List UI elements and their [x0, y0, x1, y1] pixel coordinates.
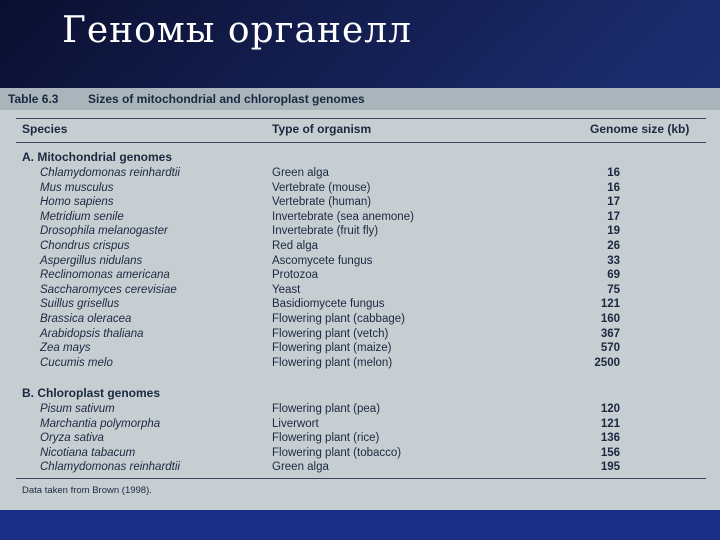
section-a-title: A. Mitochondrial genomes — [22, 150, 173, 164]
species-cell: Arabidopsis thaliana — [40, 327, 144, 340]
species-cell: Chlamydomonas reinhardtii — [40, 167, 180, 179]
header-species: Species — [22, 122, 68, 136]
type-cell: Flowering plant (pea) — [272, 403, 381, 415]
type-cell: Yeast — [272, 283, 301, 296]
footnote: Data taken from Brown (1998). — [22, 485, 152, 496]
species-cell: Zea mays — [40, 342, 91, 355]
species-cell: Aspergillus nidulans — [40, 254, 143, 267]
size-cell: 156 — [600, 446, 620, 459]
species-cell: Homo sapiens — [40, 196, 114, 209]
size-cell: 69 — [607, 269, 620, 282]
size-cell: 75 — [607, 283, 620, 296]
type-cell: Flowering plant (tobacco) — [272, 446, 402, 459]
species-cell: Suillus grisellus — [40, 298, 120, 311]
bottom-rule — [16, 478, 706, 479]
size-cell: 33 — [607, 254, 620, 267]
size-cell: 136 — [600, 432, 620, 445]
size-cell: 2500 — [594, 356, 620, 369]
type-cell: Green alga — [272, 461, 329, 474]
type-cell: Basidiomycete fungus — [272, 298, 385, 311]
type-cell: Red alga — [272, 240, 319, 252]
bottom-band — [0, 510, 720, 540]
species-cell: Drosophila melanogaster — [40, 225, 168, 238]
size-cell: 120 — [600, 403, 620, 415]
size-cell: 16 — [607, 167, 620, 179]
size-cell: 121 — [600, 298, 620, 311]
species-cell: Cucumis melo — [40, 356, 113, 369]
top-rule — [16, 118, 706, 119]
type-cell: Protozoa — [272, 269, 319, 282]
species-cell: Chlamydomonas reinhardtii — [40, 461, 180, 474]
size-cell: 17 — [607, 210, 620, 223]
type-cell: Flowering plant (maize) — [272, 342, 392, 355]
slide-title: Геномы органелл — [62, 10, 412, 51]
type-cell: Ascomycete fungus — [272, 254, 373, 267]
section-b-title: B. Chloroplast genomes — [22, 386, 161, 400]
species-cell: Chondrus crispus — [40, 240, 130, 252]
type-cell: Vertebrate (human) — [272, 196, 372, 209]
size-cell: 121 — [600, 417, 620, 430]
species-cell: Saccharomyces cerevisiae — [40, 283, 177, 296]
species-cell: Pisum sativum — [40, 403, 115, 415]
type-cell: Flowering plant (cabbage) — [272, 313, 405, 325]
header-rule — [16, 142, 706, 143]
type-cell: Vertebrate (mouse) — [272, 181, 371, 194]
type-cell: Green alga — [272, 167, 329, 179]
species-cell: Reclinomonas americana — [40, 269, 170, 282]
size-cell: 26 — [607, 240, 620, 252]
species-cell: Brassica oleracea — [40, 313, 132, 325]
type-cell: Flowering plant (rice) — [272, 432, 380, 445]
header-type: Type of organism — [272, 122, 372, 136]
table-sheet — [0, 88, 720, 510]
type-cell: Flowering plant (melon) — [272, 356, 393, 369]
table-caption — [0, 88, 720, 110]
size-cell: 367 — [600, 327, 620, 340]
type-cell: Invertebrate (fruit fly) — [272, 225, 379, 238]
size-cell: 195 — [600, 461, 620, 474]
type-cell: Invertebrate (sea anemone) — [272, 210, 414, 223]
species-cell: Nicotiana tabacum — [40, 446, 136, 459]
size-cell: 16 — [607, 181, 620, 194]
type-cell: Liverwort — [272, 417, 319, 430]
size-cell: 19 — [607, 225, 620, 238]
size-cell: 160 — [600, 313, 620, 325]
size-cell: 570 — [600, 342, 620, 355]
species-cell: Metridium senile — [40, 210, 124, 223]
species-cell: Marchantia polymorpha — [40, 417, 161, 430]
type-cell: Flowering plant (vetch) — [272, 327, 389, 340]
species-cell: Oryza sativa — [40, 432, 104, 445]
header-size: Genome size (kb) — [590, 122, 690, 136]
table-caption-text: Sizes of mitochondrial and chloroplast genomes — [88, 92, 365, 106]
size-cell: 17 — [607, 196, 620, 209]
table-number: Table 6.3 — [8, 92, 59, 106]
species-cell: Mus musculus — [40, 181, 114, 194]
